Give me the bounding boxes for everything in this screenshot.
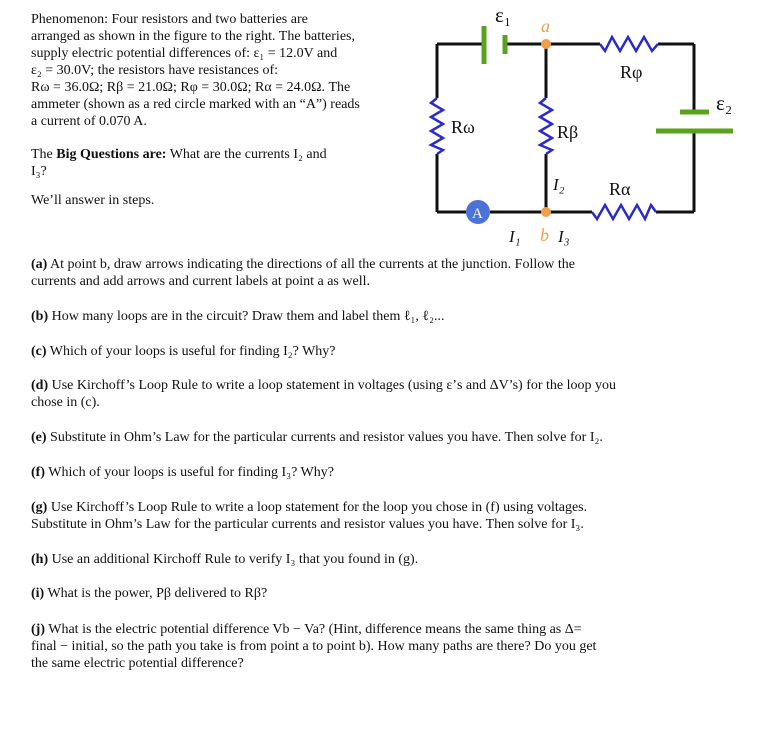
question-label: (e)	[31, 430, 47, 445]
current-i2-label: I₂	[553, 175, 565, 194]
big-questions-heading: Big Questions are:	[56, 147, 167, 162]
intro-line: arranged as shown in the figure to the right. The batteries,	[31, 29, 355, 44]
current-i1-label: I₁	[509, 227, 521, 246]
question-label: (c)	[31, 344, 47, 359]
battery-1	[484, 26, 505, 64]
question-d: (d) Use Kirchoff’s Loop Rule to write a loop statement in voltages (using ε’s and ΔV’s) for the loop you chose in (c).	[31, 378, 617, 410]
intro-line: Rω = 36.0Ω; Rβ = 21.0Ω; Rφ = 30.0Ω; Rα = 24.0Ω. The	[31, 80, 351, 95]
label-r-beta: Rβ	[557, 122, 579, 142]
intro-line: ε₂ = 30.0V; the resistors have resistances of:	[31, 63, 279, 78]
circuit-diagram	[0, 0, 769, 250]
question-b: (b) How many loops are in the circuit? Draw them and label them ℓ₁, ℓ₂...	[31, 309, 445, 324]
big-questions: The Big Questions are: What are the currents I₂ and	[31, 147, 327, 162]
intro-line: supply electric potential differences of: ε₁ = 12.0V and	[31, 46, 338, 61]
current-i3-label: I₃	[558, 227, 570, 246]
resistor-beta	[540, 98, 552, 154]
resistor-alpha	[592, 205, 656, 219]
steps-note: We’ll answer in steps.	[31, 193, 155, 208]
intro-line: a current of 0.070 A.	[31, 114, 147, 129]
emf2-label: ε₂	[716, 91, 733, 115]
emf1-label: ε₁	[495, 3, 512, 27]
question-label: (i)	[31, 586, 45, 601]
question-f: (f) Which of your loops is useful for finding I₃? Why?	[31, 465, 334, 480]
node-b	[541, 207, 551, 217]
label-r-omega: Rω	[451, 117, 475, 137]
question-j: (j) What is the electric potential difference Vb − Va? (Hint, difference means the same thing as Δ= final − initial, so the path you take is from point a to point b). How many paths are there? Do you get the same electric potential difference?	[31, 622, 597, 671]
big-questions-line2: I₃?	[31, 164, 47, 179]
intro-line: ammeter (shown as a red circle marked with an “A”) reads	[31, 97, 360, 112]
question-h: (h) Use an additional Kirchoff Rule to verify I₃ that you found in (g).	[31, 552, 419, 567]
question-label: (b)	[31, 309, 49, 324]
intro-line: Phenomenon: Four resistors and two batteries are	[31, 12, 308, 27]
question-label: (a)	[31, 257, 48, 272]
question-e: (e) Substitute in Ohm’s Law for the particular currents and resistor values you have. Then solve for I₂.	[31, 430, 603, 445]
question-label: (f)	[31, 465, 45, 480]
question-i: (i) What is the power, Pβ delivered to Rβ?	[31, 586, 268, 601]
label-r-phi: Rφ	[620, 62, 643, 82]
question-c: (c) Which of your loops is useful for finding I₂? Why?	[31, 344, 336, 359]
point-a-label: a	[541, 16, 550, 36]
label-r-alpha: Rα	[609, 179, 631, 199]
ammeter-label: A	[472, 206, 483, 222]
question-a: (a) At point b, draw arrows indicating the directions of all the currents at the junction. Follow the currents and add arrows and current labels at point a as well.	[31, 257, 575, 289]
question-label: (h)	[31, 552, 49, 567]
node-a	[541, 39, 551, 49]
question-g: (g) Use Kirchoff’s Loop Rule to write a loop statement for the loop you chose in (f) using voltages. Substitute in Ohm’s Law for the particular currents and resistor values you have. Then solve for I₃.	[31, 500, 588, 532]
question-label: (g)	[31, 500, 48, 515]
resistor-phi	[600, 37, 658, 51]
point-b-label: b	[540, 225, 549, 245]
question-label: (j)	[31, 622, 45, 637]
question-label: (d)	[31, 378, 49, 393]
resistor-omega	[431, 98, 443, 154]
